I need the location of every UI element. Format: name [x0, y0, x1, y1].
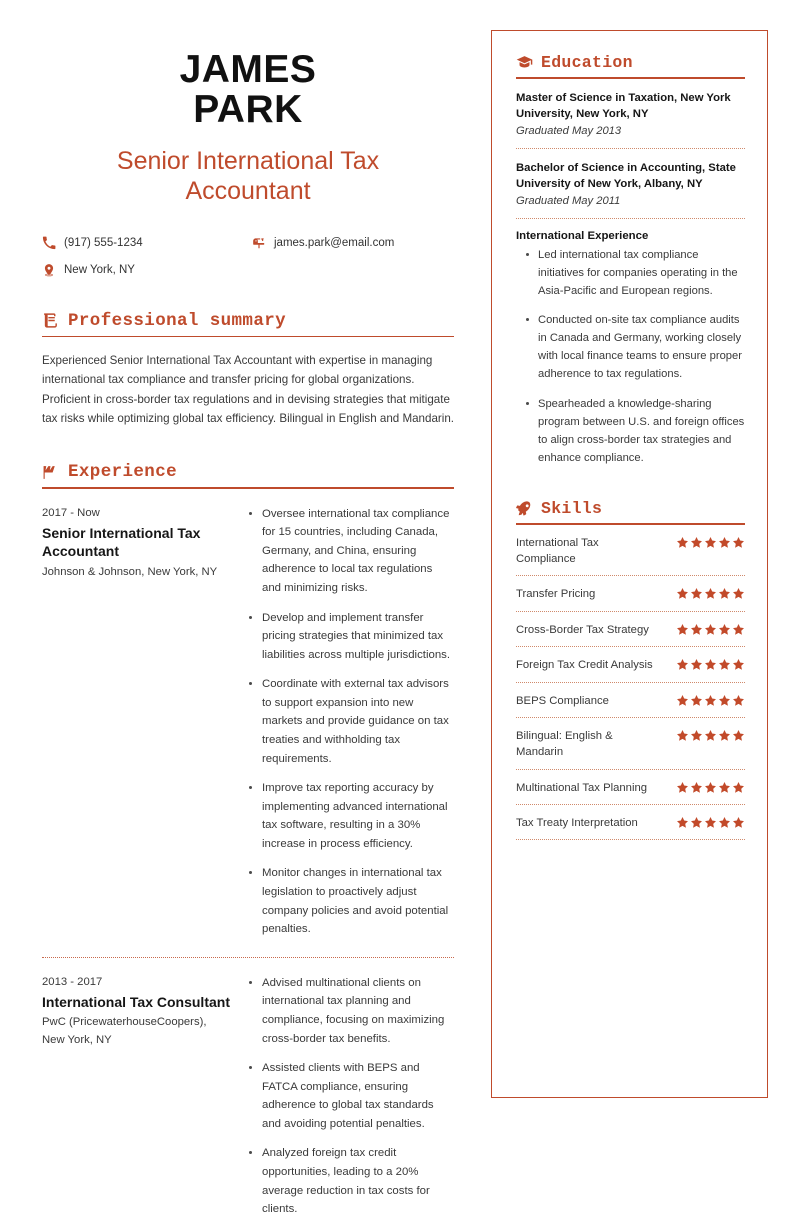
experience-bullet: Coordinate with external tax advisors to support expansion into new markets and provide guidance on tax treaties and withholding tax requirements.: [248, 675, 454, 768]
skill-row: [516, 718, 745, 761]
international-experience-title: International Experience: [516, 229, 649, 242]
experience-item: [42, 505, 454, 939]
skills-heading: [516, 499, 745, 518]
experience-bullets: [248, 505, 454, 939]
phone-value: (917) 555-1234: [64, 236, 143, 249]
star-icon: [676, 587, 689, 600]
education-degree: Master of Science in Taxation, New York University, New York, NY: [516, 91, 731, 121]
experience-company: PwC (PricewaterhouseCoopers), New York, NY: [42, 1016, 207, 1046]
skill-row: [516, 612, 745, 638]
skill-name: International Tax Compliance: [516, 536, 599, 566]
professional-summary-section: [42, 311, 454, 429]
skill-row: [516, 576, 745, 602]
education-heading: [516, 53, 745, 72]
experience-bullet: Analyzed foreign tax credit opportunities, leading to a 20% average reduction in tax costs for clients.: [248, 1144, 454, 1218]
section-divider: [42, 487, 454, 489]
star-icon: [718, 623, 731, 636]
name-block: [42, 30, 454, 206]
education-graduated: Graduated May 2013: [516, 124, 622, 137]
star-icon: [718, 729, 731, 742]
star-icon: [690, 658, 703, 671]
skill-rating: [676, 657, 745, 671]
graduation-cap-icon: [516, 54, 533, 71]
experience-company: Johnson & Johnson, New York, NY: [42, 565, 218, 578]
star-icon: [732, 816, 745, 829]
star-icon: [732, 658, 745, 671]
skill-row: [516, 525, 745, 568]
star-icon: [718, 587, 731, 600]
star-icon: [676, 623, 689, 636]
star-icon: [690, 781, 703, 794]
education-item: [516, 149, 745, 207]
skill-name: Bilingual: English & Mandarin: [516, 729, 613, 759]
first-name: JAMES: [179, 48, 317, 91]
experience-title: Experience: [68, 462, 178, 483]
skill-row: [516, 770, 745, 796]
contact-location: [42, 263, 252, 277]
international-experience-bullet: Led international tax compliance initiatives for companies operating in the Asia-Pacific and European regions.: [525, 246, 745, 300]
location-pin-icon: [42, 263, 56, 277]
skill-name: Transfer Pricing: [516, 588, 596, 601]
rocket-icon: [516, 500, 533, 517]
experience-left: [42, 974, 232, 1219]
star-icon: [732, 587, 745, 600]
skill-name: Cross-Border Tax Strategy: [516, 623, 649, 636]
experience-item: [42, 974, 454, 1219]
experience-dates: 2013 - 2017: [42, 975, 103, 988]
location-value: New York, NY: [64, 263, 135, 276]
international-experience-bullet: Spearheaded a knowledge-sharing program between U.S. and foreign offices to align cross-border tax strategies and enhance compliance.: [525, 395, 745, 468]
skill-row: [516, 647, 745, 673]
star-icon: [690, 536, 703, 549]
star-icon: [676, 658, 689, 671]
skill-name: Multinational Tax Planning: [516, 781, 648, 794]
skill-rating: [676, 815, 745, 829]
star-icon: [732, 781, 745, 794]
star-icon: [676, 781, 689, 794]
star-icon: [718, 694, 731, 707]
professional-summary-text: Experienced Senior International Tax Accountant with expertise in managing international tax compliance and transfer pricing for global organizations. Proficient in cross-border tax regulations and in devising strategies that mitigate tax risks while optimizing global tax efficiency. Bilingual in English and Mandarin.: [42, 354, 455, 425]
experience-bullet: Improve tax reporting accuracy by implementing advanced international tax software, resulting in a 30% increase in process efficiency.: [248, 779, 454, 853]
experience-bullet: Assisted clients with BEPS and FATCA compliance, ensuring adherence to global tax standards and avoiding potential penalties.: [248, 1059, 454, 1133]
experience-role: Senior International Tax Accountant: [42, 524, 201, 560]
skill-row: [516, 805, 745, 831]
experience-left: [42, 505, 232, 939]
skill-rating: [676, 693, 745, 707]
experience-bullets: [248, 974, 454, 1219]
star-icon: [704, 729, 717, 742]
left-column: [42, 30, 454, 1219]
contact-info: [42, 236, 454, 277]
professional-summary-title: Professional summary: [68, 310, 287, 331]
flag-icon: [42, 464, 59, 481]
star-icon: [676, 536, 689, 549]
education-section: [516, 53, 745, 467]
star-icon: [676, 816, 689, 829]
skill-row: [516, 683, 745, 709]
experience-dates: 2017 - Now: [42, 506, 100, 519]
star-icon: [676, 729, 689, 742]
experience-separator: [42, 957, 454, 958]
star-icon: [732, 729, 745, 742]
education-item: [516, 79, 745, 137]
last-name: PARK: [193, 87, 303, 131]
star-icon: [690, 623, 703, 636]
star-icon: [704, 658, 717, 671]
experience-bullet: Develop and implement transfer pricing strategies that minimized tax liabilities across multiple jurisdictions.: [248, 609, 454, 665]
star-icon: [732, 623, 745, 636]
skill-name: BEPS Compliance: [516, 694, 609, 707]
scroll-icon: [42, 312, 59, 329]
right-panel: [491, 30, 768, 1098]
job-title: Senior International Tax Accountant: [116, 146, 380, 205]
star-icon: [718, 658, 731, 671]
contact-phone[interactable]: [42, 236, 252, 250]
star-icon: [718, 816, 731, 829]
experience-section: [42, 462, 454, 1219]
skill-rating: [676, 586, 745, 600]
experience-bullet: Oversee international tax compliance for 15 countries, including Canada, Germany, and China, ensuring adherence to local tax regulations and minimizing risks.: [248, 505, 454, 598]
experience-bullet: Advised multinational clients on international tax planning and compliance, focusing on maximizing cross-border tax benefits.: [248, 974, 454, 1048]
skill-name: Foreign Tax Credit Analysis: [516, 659, 653, 672]
star-icon: [704, 587, 717, 600]
star-icon: [704, 623, 717, 636]
star-icon: [704, 536, 717, 549]
star-icon: [718, 536, 731, 549]
international-experience-bullets: [516, 246, 745, 468]
star-icon: [690, 816, 703, 829]
skill-rating: [676, 780, 745, 794]
education-title: Education: [541, 53, 633, 72]
star-icon: [676, 694, 689, 707]
skill-rating: [676, 535, 745, 549]
skills-title: Skills: [541, 499, 603, 519]
star-icon: [718, 781, 731, 794]
phone-icon: [42, 236, 56, 250]
star-icon: [704, 694, 717, 707]
skill-name: Tax Treaty Interpretation: [516, 817, 638, 830]
star-icon: [690, 587, 703, 600]
star-icon: [690, 729, 703, 742]
star-icon: [704, 781, 717, 794]
skill-separator: [516, 839, 745, 840]
skills-section: [516, 499, 745, 840]
star-icon: [732, 694, 745, 707]
mailbox-icon: [252, 236, 266, 250]
star-icon: [704, 816, 717, 829]
international-experience-bullet: Conducted on-site tax compliance audits in Canada and Germany, working closely with local finance teams to ensure proper adherence to tax regulations.: [525, 311, 745, 384]
email-value: james.park@email.com: [274, 236, 395, 249]
experience-heading: [42, 462, 454, 482]
education-graduated: Graduated May 2011: [516, 194, 621, 207]
skill-rating: [676, 622, 745, 636]
section-divider: [42, 336, 454, 338]
experience-role: International Tax Consultant: [42, 993, 230, 1010]
skill-rating: [676, 728, 745, 742]
experience-bullet: Monitor changes in international tax legislation to proactively adjust company policies and avoid potential penalties.: [248, 864, 454, 938]
contact-email[interactable]: [252, 236, 454, 250]
star-icon: [732, 536, 745, 549]
professional-summary-heading: [42, 311, 454, 331]
star-icon: [690, 694, 703, 707]
education-degree: Bachelor of Science in Accounting, State University of New York, Albany, NY: [516, 161, 736, 191]
